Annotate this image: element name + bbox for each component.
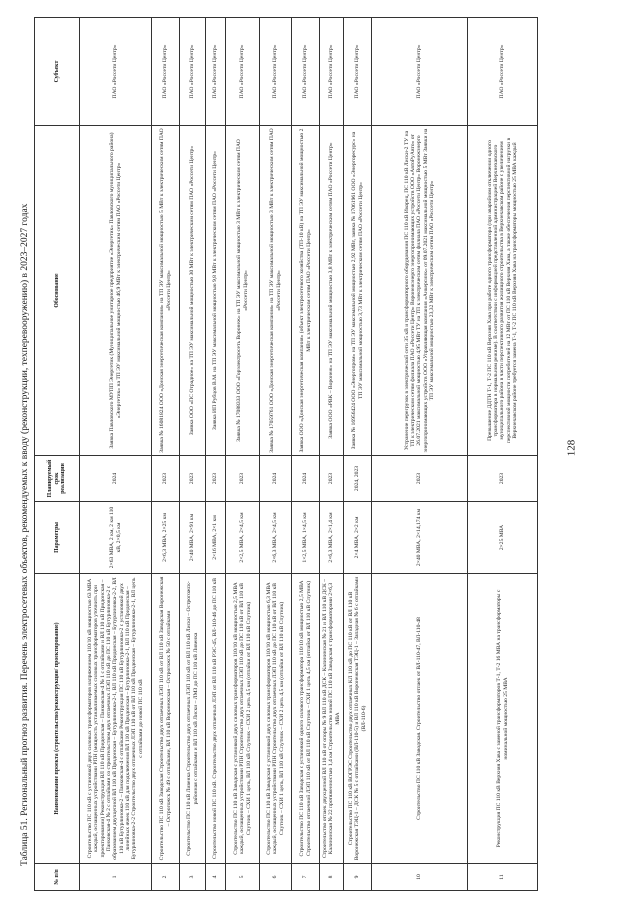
col-header-basis: Обоснование	[35, 126, 80, 456]
cell-num: 10	[372, 864, 468, 891]
cell-basis: Заявка ООО «РВК – Воронеж» на ТП ЭУ максимальной мощностью 3,8 МВт к электрическим сетям ПАО «Россети Центр»	[320, 126, 344, 456]
cell-params: 2×2,5 МВА, 2×4,5 км	[226, 502, 260, 574]
cell-name: Строительство ПС 110 кВ Заводская. Строительство отпаек от ВЛ-110-47, ВЛ-110-48	[372, 574, 468, 864]
cell-basis: Заявка ООО «ПС Отрадное» на ТП ЭУ максимальной мощностью 30 МВт к электрическим сетям ПАО «Россети Центр»	[180, 126, 206, 456]
cell-params: 2×4 МВА, 2×2 км	[344, 502, 372, 574]
cell-params: 2×6,3 МВА, 2×1,4 км	[320, 502, 344, 574]
cell-name: Строительство ПС 110 кВ Заводская с установкой двух силовых трансформаторов 110/10 кВ мощностью 6,3 МВА каждый, оснащенных устройствами РПН Строительство двух отпаечных ЛЭП 110 кВ до ПС 110 кВ от ВЛ 110 кВ Спутник – СХИ 1 цепь, ВЛ 110 кВ Спутник – СХИ 2 цепь 4,5 км (отпайки от ВЛ 110 кВ Спутник)	[260, 574, 292, 864]
table-row	[206, 18, 226, 891]
cell-basis: Заявка ООО «Донская энергетическая компания» (объект электросетевого хозяйства (ТП-10 кВ) на ТП ЭУ максимальной мощностью 2 МВт к электрическим сетям ПАО «Россети Центр»	[292, 126, 320, 456]
cell-year: 2023	[320, 456, 344, 502]
cell-num: 6	[260, 864, 292, 891]
cell-name: Строительство ПС 110 кВ Заводская с установкой двух силовых трансформаторов 110/10 кВ мощностью 2,5 МВА каждый, оснащенных устройствами РПН Строительство двух отпаечных ЛЭП 110 кВ до ПС 110 кВ от ВЛ 110 кВ Спутник – СХИ 1 цепь, ВЛ 110 кВ Спутник – СХИ 2 цепь 4,5 км (отпайки от ВЛ 110 кВ Спутник)	[226, 574, 260, 864]
cell-params: 2×16 МВА, 2×1 км	[206, 502, 226, 574]
cell-name: Строительство новой ПС 110 кВ. Строительство двух отпаечных ЛЭП от ВЛ 110 кВ РЭС-45, ВЛ-110-46 до ПС 110 кВ	[206, 574, 226, 864]
table-row	[344, 18, 372, 891]
cell-year: 2023	[152, 456, 180, 502]
cell-subject: ПАО «Россети Центр»	[292, 18, 320, 126]
cell-params: 2×63 МВА, 2 км, 2 км 110 кВ, 2×0,5 км	[80, 502, 152, 574]
col-header-name: Наименование проекта (строительство/реконструкция/ проектирование)	[35, 574, 80, 864]
cell-subject: ПАО «Россети Центр»	[320, 18, 344, 126]
cell-year: 2024	[80, 456, 152, 502]
rotated-table-sheet	[14, 18, 597, 891]
cell-num: 4	[206, 864, 226, 891]
cell-params: 2×25 МВА	[468, 502, 538, 574]
cell-name: Строительство ПС 110 кВ Заводская с установкой одного силового трансформатора 110/10 кВ мощностью 2,5 МВА Строительство отпаечной ЛЭП 110 кВ от ВЛ 110 кВ Спутник – СХИ 1 цепь 4,5 км (отпайка от ВЛ 110 кВ Спутник)	[292, 574, 320, 864]
table-header-row	[35, 18, 80, 891]
projects-table	[34, 17, 538, 891]
cell-name: Строительство ПС 110 кВ ВОГРЭС Строительство двух отпаечных КЛ 110 кВ до ПС 110 кВ от ВЛ 110 кВ Воронежская ТЭЦ-1 – ДСК № 5 с отпайками (ВЛ-110-5) и ВЛ 110 кВ Воронежская ТЭЦ-1 – Западная № 6 с отпайками (ВЛ-110-6)	[344, 574, 372, 864]
cell-basis: Заявка № 17088333 ООО «Горэлектросеть Воронеж» на ТП ЭУ максимальной мощностью 3 МВт к электрическим сетям ПАО «Россети Центр»	[226, 126, 260, 456]
cell-subject: ПАО «Россети Центр»	[260, 18, 292, 126]
cell-subject: ПАО «Россети Центр»	[80, 18, 152, 126]
cell-name: Строительство отпаек двухцепной ВЛ 110 кВ от опоры № 9 ВЛ 110 кВ ДСК – Калининская № 21 и ВЛ 110 кВ ДСК – Калининская № 22 протяженностью 1,4 км Строительство новой ПС 110 кВ Заводская с трансформаторами 2×6,3 МВА	[320, 574, 344, 864]
cell-num: 11	[468, 864, 538, 891]
cell-subject: ПАО «Россети Центр»	[180, 18, 206, 126]
cell-basis: Заявка ИП Рубцов В.М. на ТП ЭУ максимальной мощностью 9,8 МВт к электрическим сетям ПАО «Россети Центр»	[206, 126, 226, 456]
cell-basis: Превышение ДДТН Т-1, Т-2 ПС 110 кВ Верхняя Хава при работе одного трансформатора (при аварийном отключении одного трансформатора в нормальном режиме). В соответствии с информацией представленной администрацией Верхнехавского муниципального района в части перспективного развития жилищного строительства в Верхнехавском районе с увеличением перспективной мощности потребителей на 12 МВт от ПС 110 кВ Верхняя Хава, а также обеспечения перспективной нагрузки в Верхнехавском районе требуется замена Т-1, Т-2 ПС 110 кВ Верхняя Хава на трансформаторы мощностью 25 МВА каждый	[468, 126, 538, 456]
table-row	[152, 18, 180, 891]
table-row	[180, 18, 206, 891]
cell-params: 1×2,5 МВА, 1×4,5 км	[292, 502, 320, 574]
cell-num: 7	[292, 864, 320, 891]
cell-num: 9	[344, 864, 372, 891]
table-row	[372, 18, 468, 891]
cell-num: 3	[180, 864, 206, 891]
col-header-year: Планируемый срок реализации	[35, 456, 80, 502]
cell-year: 2023	[372, 456, 468, 502]
table-caption: Таблица 51. Региональный прогноз развития. Перечень электросетевых объектов, рекомендуемых к вводу (реконструкции, техперевооружению) в 2023–2027 годах	[20, 203, 30, 866]
cell-num: 1	[80, 864, 152, 891]
cell-num: 2	[152, 864, 180, 891]
cell-basis: Заявка Павловского МУПП Энергетик (Муниципальное унитарное предприятие «Энергетик» Павловского муниципального района) «Энергетик» на ТП ЭУ максимальной мощностью 46,9 МВт к электрическим сетям ПАО «Россети Центр»	[80, 126, 152, 456]
cell-year: 2023	[206, 456, 226, 502]
cell-subject: ПАО «Россети Центр»	[344, 18, 372, 126]
cell-name: Реконструкция ПС 110 кВ Верхняя Хава с заменой трансформаторов Т-1, Т-2 16 МВА на трансформаторы с номинальной мощностью 25 МВА	[468, 574, 538, 864]
page-number: 128	[565, 439, 578, 457]
cell-num: 8	[320, 864, 344, 891]
col-header-num: № п/п	[35, 864, 80, 891]
cell-params: 2×40 МВА, 2×91 км	[180, 502, 206, 574]
col-header-params: Параметры	[35, 502, 80, 574]
cell-num: 5	[226, 864, 260, 891]
cell-subject: ПАО «Россети Центр»	[226, 18, 260, 126]
col-header-subject: Субъект	[35, 18, 80, 126]
cell-name: Строительство ПС 110 кВ с установкой двух силовых трансформаторов напряжением 110/10 кВ мощностью 63 МВА каждый, оснащенных устройствами РПН (мощность устанавливаемых силовых трансформаторов уточнить при проектировании) Реконструкция ВЛ 110 кВ Придонская – Панковская-4 № 1 с отпайками и ВЛ 110 кВ Придонская – Панковская-4 № 2 с отпайками со строительством двух отпаечных ЛЭП 110 кВ до ПС 110 кВ Бутурлиновка-2 с образованием двухцепной ВЛ 110 кВ Придонская – Бутурлиновка-2-1, ВЛ 110 кВ Придонская – Бутурлиновка-2-2, ВЛ 110 кВ Бутурлиновка-2 – Панковская-4 с отпайками Реконструкция ПС 110 кВ Бутурлиновка-2 с установкой двух линейных ячеек 110 кВ для подключения ВЛ 110 кВ Придонская – Бутурлиновка-2-1, ВЛ 110 кВ Придонская – Бутурлиновка-2-2 Строительство двух отпаечных ЛЭП 110 кВ от ВЛ 110 кВ Придонская – Бутурлиновка-2-1, ВЛ цепь с отпайками до новой ПС 110 кВ	[80, 574, 152, 864]
cell-year: 2024, 2023	[344, 456, 372, 502]
cell-params: 2×6,3 МВА, 2×25 км	[152, 502, 180, 574]
cell-basis: Заявка № 17059761 ООО «Донская энергетическая компания» на ТП ЭУ максимальной мощностью 3 МВт к электрическим сетям ПАО «Россети Центр»	[260, 126, 292, 456]
cell-subject: ПАО «Россети Центр»	[152, 18, 180, 126]
cell-subject: ПАО «Россети Центр»	[468, 18, 538, 126]
cell-year: 2024	[292, 456, 320, 502]
table-row	[468, 18, 538, 891]
cell-basis: Устранение перегрузок в электрической сети 35 кВ и трансформаторного оборудования ПС 110 кВ Икорец, ПС 110 кВ Лиски-2 ТУ на ТП к электрическим сетям филиала ПАО «Россети Центр» Воронежэнерго энергопринимающих устройств ООО «АвтоРуАвто» от 26.07.2021 максимальной мощностью 4,95 МВт ТУ на ТП к электрическим сетям филиала ПАО «Россети Центр» Воронежэнерго энергопринимающих устройств ООО «Управляющая компания «Анкерсинк» от 09.07.2021 максимальной мощностью 5 МВт Заявки на ТП ЭУ максимальной мощностью 23,32 МВт к электрическим сетям ПАО «Россети Центр»	[372, 126, 468, 456]
cell-year: 2023	[226, 456, 260, 502]
table-row	[292, 18, 320, 891]
cell-basis: Заявка № 16081824 ООО «Донская энергетическая компания» на ТП ЭУ максимальной мощностью 5 МВт к электрическим сетям ПАО «Россети Центр»	[152, 126, 180, 456]
cell-params: 2×40 МВА, 2×14,174 км	[372, 502, 468, 574]
table-row	[260, 18, 292, 891]
cell-name: Строительство ПС 110 кВ Заводская Строительство двух отпаечных ЛЭП 110 кВ от ВЛ 110 кВ Заводская Воронежская – Острогожск № 49 с отпайками, ВЛ 110 кВ Воронежская – Острогожск № 50 с отпайками	[152, 574, 180, 864]
cell-year: 2023	[180, 456, 206, 502]
cell-year: 2024	[260, 456, 292, 502]
table-row	[226, 18, 260, 891]
cell-subject: ПАО «Россети Центр»	[206, 18, 226, 126]
cell-name: Строительство ПС 110 кВ Ливенка Строительство двух отпаечных ЛЭП 110 кВ от ВЛ 110 кВ Лиски – Острогожск-районная с отпайками и ВЛ 110 кВ Лиски – ЛМЗ до ПС 110 кВ Ливенка	[180, 574, 206, 864]
table-row	[80, 18, 152, 891]
cell-params: 2×6,3 МВА, 2×4,5 км	[260, 502, 292, 574]
cell-basis: Заявка № 16956424 ООО «Энергопром» на ТП ЭУ максимальной мощностью 2,92 МВт, заявка № 17061961 ООО «Энергоресурс» на ТП ЭУ максимальной мощностью 3,73 МВт к электрическим сетям ПАО «Россети Центр»	[344, 126, 372, 456]
cell-subject: ПАО «Россети Центр»	[372, 18, 468, 126]
cell-year: 2023	[468, 456, 538, 502]
table-row	[320, 18, 344, 891]
